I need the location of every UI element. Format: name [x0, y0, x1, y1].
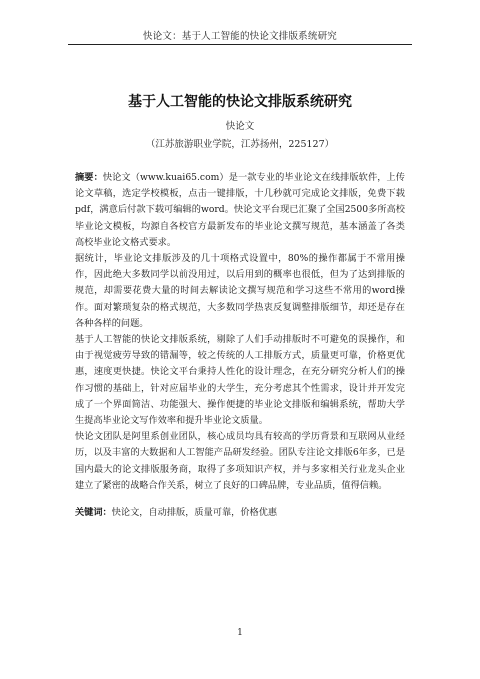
- keywords-label: 关键词：: [75, 507, 112, 518]
- running-header: 快论文：基于人工智能的快论文排版系统研究: [142, 31, 337, 42]
- abstract-label: 摘要：: [75, 172, 103, 183]
- keywords-text: 快论文，自动排版，质量可靠，价格优惠: [111, 507, 278, 518]
- abstract-paragraph-4: 快论文团队是阿里系创业团队，核心成员均具有较高的学历背景和互联网从业经历，以及丰富的大数据和人工智能产品研发经验。团队专注论文排版6年多，已是国内最大的论文排版服务商，取得了多项知识产权，并与多家相关行业龙头企业建立了紧密的战略合作关系，树立了良好的口碑品牌，专业品质，值得信赖。: [75, 431, 405, 491]
- abstract-paragraph-1-text: 快论文（www.kuai65.com）是一款专业的毕业论文在线排版软件，上传论文草稿，选定学校模板，点击一键排版，十几秒就可完成论文排版，免费下载pdf，满意后付款下载可编辑的word。快论文平台现已汇聚了全国2500多所高校毕业论文模板，均源自各校官方最新发布的毕业论文撰写规范，基本涵盖了各类高校毕业论文格式要求。: [75, 172, 405, 248]
- paper-author: 快论文: [225, 121, 255, 132]
- abstract-paragraph-1: [75, 170, 405, 251]
- header-rule: [68, 44, 412, 45]
- abstract-paragraph-3: 基于人工智能的快论文排版系统，剔除了人们手动排版时不可避免的误操作，和由于视觉疲劳导致的错漏等，较之传统的人工排版方式，质量更可靠，价格更优惠，速度更快捷。快论文平台秉持人性化的设计理念，在充分研究分析人们的操作习惯的基础上，针对应届毕业的大学生，充分考虑其个性需求，设计并开发完成了一个界面简洁、功能强大、操作便捷的毕业论文排版和编辑系统，帮助大学生提高毕业论文写作效率和提升毕业论文质量。: [75, 334, 405, 427]
- keywords-line: [75, 505, 405, 521]
- paper-affiliation: （江苏旅游职业学院，江苏扬州，225127）: [145, 139, 335, 150]
- abstract-body: [75, 170, 405, 494]
- paper-title: 基于人工智能的快论文排版系统研究: [128, 94, 352, 110]
- abstract-paragraph-2: 据统计，毕业论文排版涉及的几十项格式设置中，80%的操作都属于不常用操作，因此绝大多数同学以前没用过，以后用到的概率也很低，但为了达到排版的规范，却需要花费大量的时间去解读论文撰写规范和学习这些不常用的word操作。面对繁琐复杂的格式规范，大多数同学热衷反复调整排版细节，却还是存在各种各样的问题。: [75, 253, 405, 329]
- page-number: 1: [237, 628, 243, 638]
